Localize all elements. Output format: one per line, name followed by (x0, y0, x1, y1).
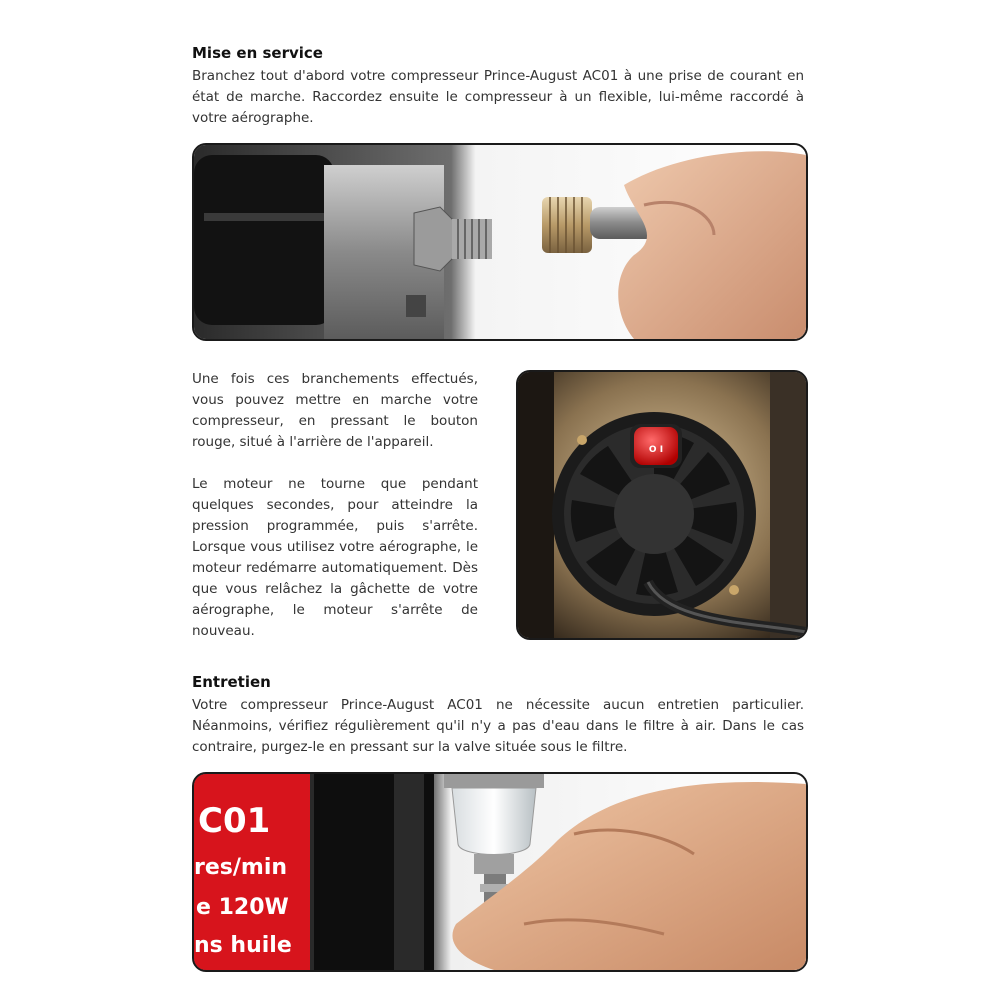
paragraph-maintenance: Votre compresseur Prince-August AC01 ne nécessite aucun entretien particulier. Néanmoins, vérifiez régulièrement qu'il n'y a pas d'eau dans le filtre à air. Dans le cas contraire, purgez-le en pressant sur la valve située sous le filtre. (192, 697, 804, 755)
paragraph-setup: Branchez tout d'abord votre compresseur Prince-August AC01 à une prise de courant en état de marche. Raccordez ensuite le compresseur à un flexible, lui-même raccordé à votre aérographe. (192, 68, 804, 126)
heading-maintenance: Entretien (192, 673, 271, 691)
photo-connector-fitting (192, 143, 808, 341)
paragraph-operation-power: Une fois ces branchements effectués, vous pouvez mettre en marche votre compresseur, en pressant le bouton rouge, situé à l'arrière de l'appareil. (192, 371, 478, 450)
paragraph-operation-motor: Le moteur ne tourne que pendant quelques secondes, pour atteindre la pression programmée, puis s'arrête. Lorsque vous utilisez votre aérographe, le moteur redémarre automatiquement. Dès que vous relâchez la gâchette de votre aérographe, le moteur s'arrête de nouveau. (192, 476, 478, 639)
power-switch-symbol: O I (648, 445, 664, 455)
label-power: e 120W (196, 895, 289, 920)
label-oilless: ns huile (194, 933, 292, 958)
heading-setup: Mise en service (192, 44, 323, 62)
photo-air-filter-valve (192, 772, 808, 972)
label-flow: res/min (194, 855, 288, 880)
label-model: C01 (198, 801, 271, 841)
photo-compressor-motor (516, 370, 808, 640)
